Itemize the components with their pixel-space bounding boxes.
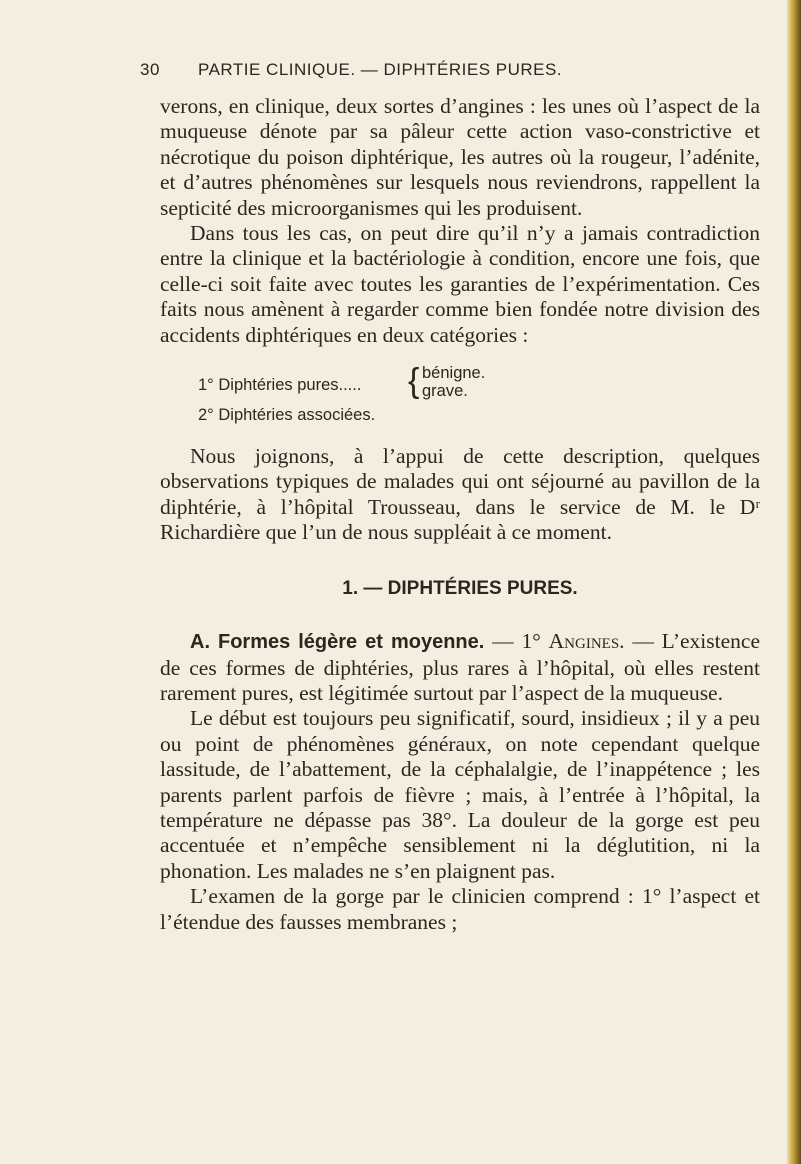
paragraph-2: Dans tous les cas, on peut dire qu’il n’y a jamais contradiction entre la clinique et la bactériologie à condition, encore une fois, que celle-ci soit faite avec toutes les garanties de l’expérimentation. Ces faits nous amènent à regarder comme bien fondée notre division des accidents diphtériques en deux catégories : <box>160 221 760 347</box>
running-title: PARTIE CLINIQUE. — DIPHTÉRIES PURES. <box>198 60 563 79</box>
option-grave: grave. <box>422 382 468 401</box>
page-body <box>160 94 760 935</box>
paragraph-4 <box>160 629 760 706</box>
category-1: 1° Diphtéries pures..... <box>198 376 362 395</box>
paragraph-3: Nous joignons, à l’appui de cette description, quelques observations typiques de malades qui ont séjourné au pavillon de la diphtérie, à l’hôpital Trousseau, dans le service de M. le Dʳ Richardière que l’un de nous suppléait à ce moment. <box>160 444 760 545</box>
angines-label: Angines <box>548 629 620 654</box>
paragraph-5: Le début est toujours peu significatif, sourd, insidieux ; il y a peu ou point de phénomènes généraux, on note cependant quelque lassitude, de l’abattement, de la céphalalgie, de l’inappétence ; les parents parlent parfois de fièvre ; mais, à l’entrée à l’hôpital, la température ne dépasse pas 38°. La douleur de la gorge est peu accentuée et n’empêche sensiblement ni la déglutition, ni la phonation. Les malades ne s’en plaignent pas. <box>160 706 760 883</box>
page-number: 30 <box>140 60 160 79</box>
category-2: 2° Diphtéries associées. <box>198 406 376 425</box>
option-benigne: bénigne. <box>422 364 486 383</box>
heading-separator: — 1° <box>484 629 549 654</box>
category-brace: { <box>408 362 420 401</box>
paragraph-1: verons, en clinique, deux sortes d’angines : les unes où l’aspect de la muqueuse dénote par sa pâleur cette action vaso-constrictive et nécrotique du poison diphtérique, les autres où la rougeur, l’adénite, et d’autres phénomènes sur lesquels nous reviendrons, rappellent la septicité des microorganismes qui les produisent. <box>160 94 760 220</box>
paragraph-6: L’examen de la gorge par le clinicien comprend : 1° l’aspect et l’étendue des fausses membranes ; <box>160 884 760 934</box>
category-1-options <box>422 364 485 400</box>
paragraph-4-text: . — L’existence de ces formes de diphtéries, plus rares à l’hôpital, où elles restent rarement pures, est légitimée surtout par l’aspect de la muqueuse. <box>160 629 760 705</box>
page-edge <box>787 0 801 1164</box>
subsection-heading: A. Formes légère et moyenne. <box>190 631 485 654</box>
category-list <box>160 364 760 428</box>
section-title: 1. — DIPHTÉRIES PURES. <box>342 577 578 599</box>
